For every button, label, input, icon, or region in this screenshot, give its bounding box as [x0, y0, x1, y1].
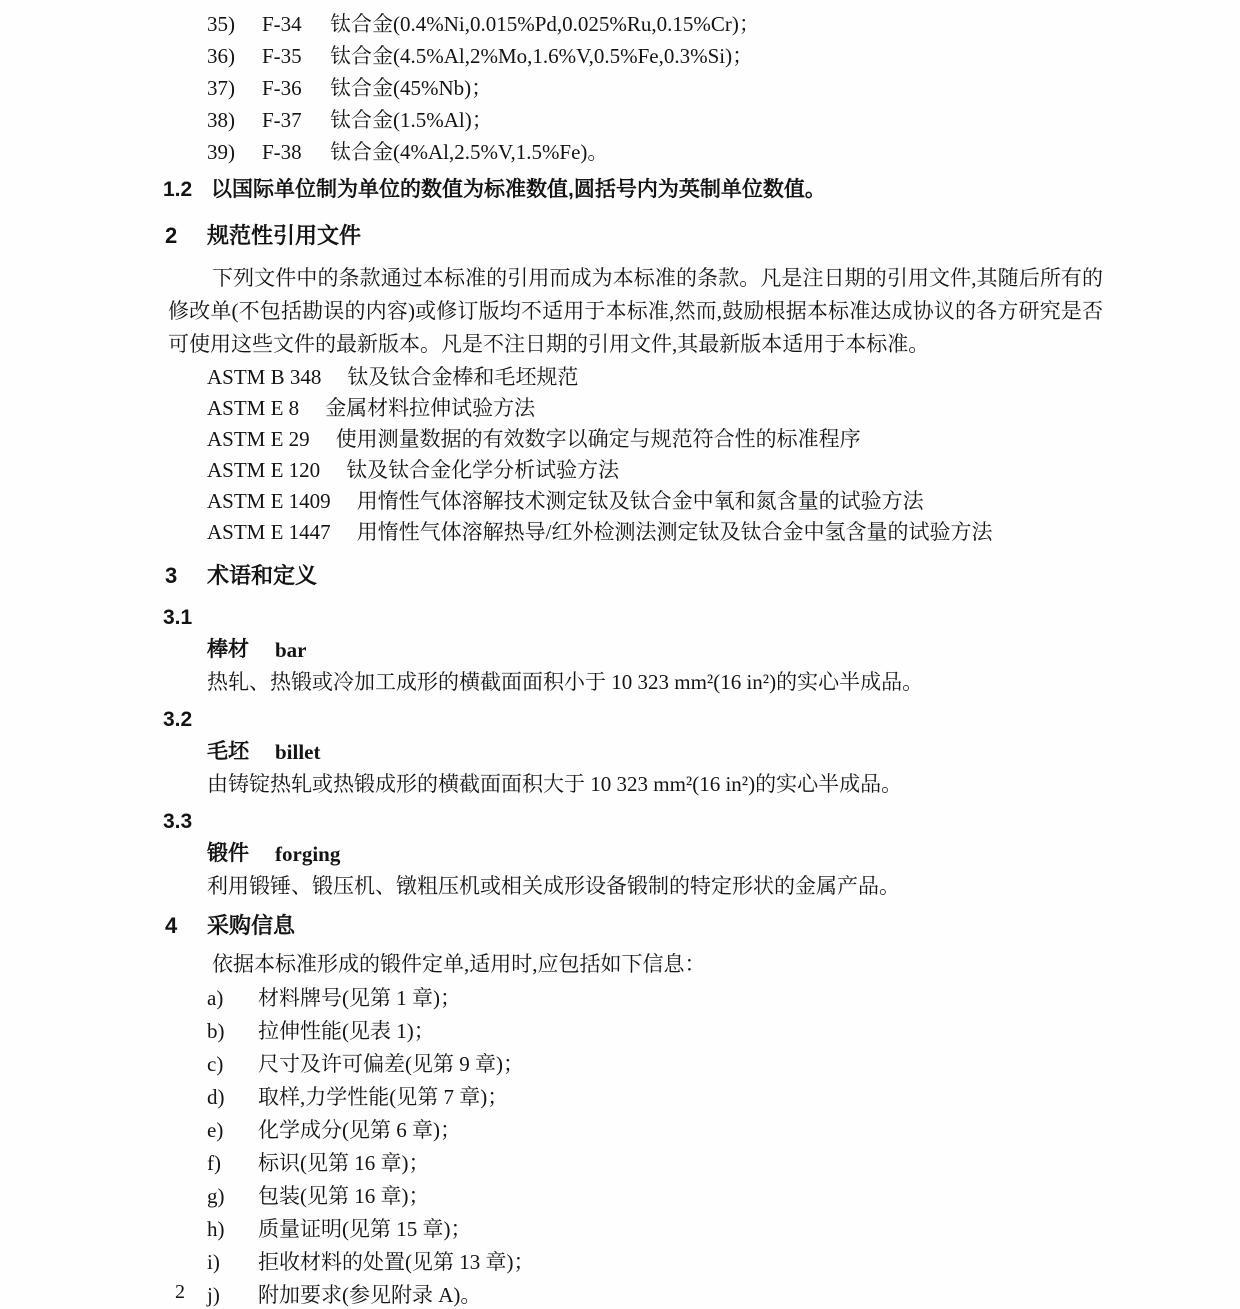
alloy-grade-code: F-34 [262, 12, 302, 36]
term-english: bar [275, 638, 307, 662]
order-info-item [207, 1180, 1240, 1212]
section-number: 3 [165, 563, 178, 588]
term-chinese: 毛坯 [207, 740, 249, 763]
reference-code: ASTM E 120 [207, 458, 321, 482]
page-number: 2 [175, 1281, 185, 1303]
section-2-paragraph: 下列文件中的条款通过本标准的引用而成为本标准的条款。凡是注日期的引用文件,其随后所有的修改单(不包括勘误的内容)或修订版均不适用于本标准,然而,鼓励根据本标准达成协议的各方研究是否可使用这些文件的最新版本。凡是不注日期的引用文件,其最新版本适用于本标准。 [168, 266, 1103, 356]
item-text: 质量证明(见第 15 章)； [258, 1217, 472, 1241]
item-label: c) [207, 1052, 224, 1076]
term-line [207, 838, 1240, 870]
item-text: 材料牌号(见第 1 章)； [258, 986, 461, 1010]
reference-title: 用惰性气体溶解热导/红外检测法测定钛及钛合金中氢含量的试验方法 [356, 520, 993, 544]
reference-item [207, 393, 1240, 424]
section-title: 采购信息 [207, 913, 296, 938]
reference-title: 使用测量数据的有效数字以确定与规范符合性的标准程序 [335, 427, 861, 451]
reference-item [207, 455, 1240, 486]
item-label: a) [207, 986, 224, 1010]
alloy-description: 钛合金(4%Al,2.5%V,1.5%Fe)。 [330, 140, 609, 164]
term-definition: 利用锻锤、锻压机、镦粗压机或相关成形设备锻制的特定形状的金属产品。 [207, 874, 900, 898]
order-info-item [207, 1015, 1240, 1047]
item-label: d) [207, 1085, 225, 1109]
clause-1-2 [163, 174, 1240, 206]
list-item [207, 40, 1240, 72]
order-info-item [207, 1114, 1240, 1146]
alloy-description: 钛合金(45%Nb)； [330, 76, 493, 100]
section-title: 术语和定义 [207, 563, 318, 588]
item-text: 化学成分(见第 6 章)； [258, 1118, 461, 1142]
term-chinese: 棒材 [207, 638, 249, 661]
order-info-list [0, 982, 1240, 1309]
order-info-item [207, 1213, 1240, 1245]
order-info-item [207, 982, 1240, 1014]
item-label: g) [207, 1184, 225, 1208]
section-number: 2 [165, 223, 178, 248]
item-text: 拉伸性能(见表 1)； [258, 1019, 435, 1043]
list-item [207, 136, 1240, 168]
order-info-item [207, 1279, 1240, 1309]
term-definition: 热轧、热锻或冷加工成形的横截面面积小于 10 323 mm²(16 in²)的实心半成品。 [207, 670, 924, 694]
reference-list [0, 362, 1240, 548]
reference-item [207, 424, 1240, 455]
reference-title: 钛及钛合金化学分析试验方法 [346, 458, 620, 482]
section-3-heading [165, 560, 1240, 592]
alloy-grade-code: F-35 [262, 44, 302, 68]
order-info-item [207, 1147, 1240, 1179]
terms-list [0, 602, 1240, 902]
section-2-heading [165, 220, 1240, 252]
term-chinese: 锻件 [207, 842, 249, 865]
item-label: i) [207, 1250, 220, 1274]
section-4-intro: 依据本标准形成的锻件定单,适用时,应包括如下信息： [212, 952, 706, 976]
alloy-grade-code: F-38 [262, 140, 302, 164]
reference-title: 金属材料拉伸试验方法 [325, 396, 536, 420]
list-item-number: 39) [207, 140, 235, 164]
term-number: 3.1 [163, 606, 193, 629]
reference-code: ASTM E 1409 [207, 489, 331, 513]
term-number: 3.3 [163, 810, 193, 833]
term-line [207, 736, 1240, 768]
list-item-number: 35) [207, 12, 235, 36]
page-content [0, 8, 1240, 1309]
reference-code: ASTM B 348 [207, 365, 322, 389]
item-label: e) [207, 1118, 224, 1142]
term-english: forging [275, 842, 341, 866]
item-text: 附加要求(参见附录 A)。 [258, 1283, 482, 1307]
order-info-item [207, 1081, 1240, 1113]
list-item-number: 37) [207, 76, 235, 100]
item-label: f) [207, 1151, 221, 1175]
section-4-heading [165, 910, 1240, 942]
list-item-number: 36) [207, 44, 235, 68]
order-info-item [207, 1246, 1240, 1278]
order-info-item [207, 1048, 1240, 1080]
list-item-number: 38) [207, 108, 235, 132]
reference-item [207, 517, 1240, 548]
item-label: j) [207, 1283, 220, 1307]
term-line [207, 634, 1240, 666]
section-number: 4 [165, 913, 178, 938]
alloy-description: 钛合金(1.5%Al)； [330, 108, 493, 132]
list-item [207, 104, 1240, 136]
item-text: 尺寸及许可偏差(见第 9 章)； [258, 1052, 524, 1076]
reference-title: 钛及钛合金棒和毛坯规范 [347, 365, 579, 389]
item-text: 包装(见第 16 章)； [258, 1184, 430, 1208]
item-label: b) [207, 1019, 225, 1043]
alloy-grade-code: F-37 [262, 108, 302, 132]
alloy-description: 钛合金(0.4%Ni,0.015%Pd,0.025%Ru,0.15%Cr)； [330, 12, 760, 36]
reference-item [207, 486, 1240, 517]
clause-number: 1.2 [163, 178, 193, 201]
reference-title: 用惰性气体溶解技术测定钛及钛合金中氧和氮含量的试验方法 [356, 489, 924, 513]
item-label: h) [207, 1217, 225, 1241]
item-text: 拒收材料的处置(见第 13 章)； [258, 1250, 535, 1274]
reference-code: ASTM E 8 [207, 396, 300, 420]
term-block [0, 806, 1240, 902]
alloy-grade-code: F-36 [262, 76, 302, 100]
alloy-description: 钛合金(4.5%Al,2%Mo,1.6%V,0.5%Fe,0.3%Si)； [330, 44, 754, 68]
clause-text: 以国际单位制为单位的数值为标准数值,圆括号内为英制单位数值。 [211, 178, 826, 201]
item-text: 标识(见第 16 章)； [258, 1151, 430, 1175]
list-item [207, 72, 1240, 104]
term-definition: 由铸锭热轧或热锻成形的横截面面积大于 10 323 mm²(16 in²)的实心半成品。 [207, 772, 903, 796]
term-block [0, 602, 1240, 698]
reference-code: ASTM E 1447 [207, 520, 331, 544]
item-text: 取样,力学性能(见第 7 章)； [258, 1085, 509, 1109]
term-number: 3.2 [163, 708, 193, 731]
term-block [0, 704, 1240, 800]
section-title: 规范性引用文件 [207, 223, 362, 248]
reference-item [207, 362, 1240, 393]
term-english: billet [275, 740, 321, 764]
reference-code: ASTM E 29 [207, 427, 310, 451]
list-item [207, 8, 1240, 40]
